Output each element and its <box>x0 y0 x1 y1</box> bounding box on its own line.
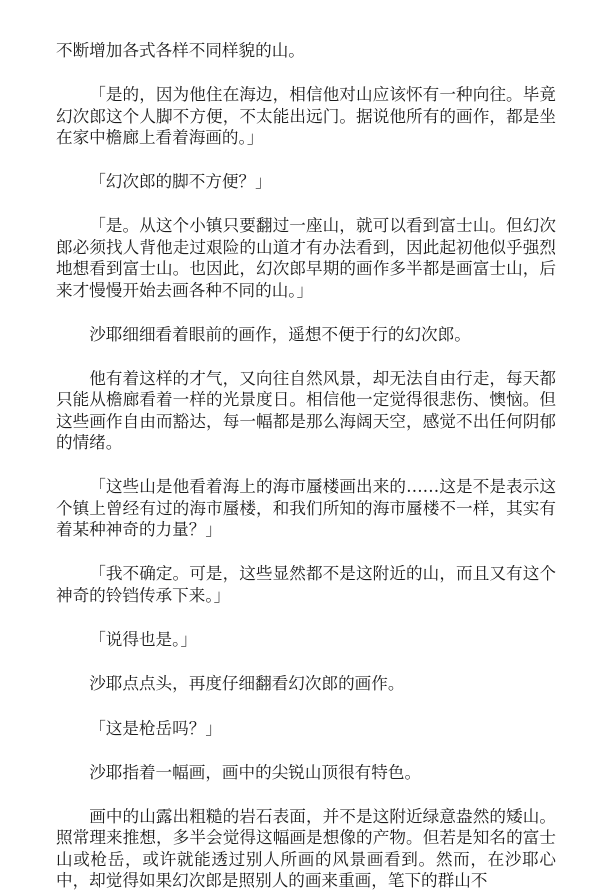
paragraph: 「我不确定。可是，这些显然都不是这附近的山，而且又有这个神奇的铃铛传承下来。」 <box>56 564 556 605</box>
paragraph: 「这些山是他看着海上的海市蜃楼画出来的……这是不是表示这个镇上曾经有过的海市蜃楼，和我们所知的海市蜃楼不一样，其实有着某种神奇的力量？」 <box>56 477 556 540</box>
paragraph: 「是的，因为他住在海边，相信他对山应该怀有一种向往。毕竟幻次郎这个人脚不方便，不太能出远门。据说他所有的画作，都是坐在家中檐廊上看着海画的。」 <box>56 85 556 148</box>
paragraph: 「说得也是。」 <box>89 630 198 650</box>
paragraph: 「是。从这个小镇只要翻过一座山，就可以看到富士山。但幻次郎必须找人背他走过艰险的山道才有办法看到，因此起初他似乎强烈地想看到富士山。也因此，幻次郎早期的画作多半都是画富士山，后来才慢慢开始去画各种不同的山。」 <box>56 216 556 300</box>
paragraph: 沙耶细细看着眼前的画作，遥想不便于行的幻次郎。 <box>89 324 471 344</box>
paragraph: 「这是枪岳吗？」 <box>89 718 222 738</box>
paragraph-continuation: 不断增加各式各样不同样貌的山。 <box>56 41 305 60</box>
paragraph: 他有着这样的才气，又向往自然风景，却无法自由行走，每天都只能从檐廊看着一样的光景度日。相信他一定觉得很悲伤、懊恼。但这些画作自由而豁达，每一幅都是那么海阔天空，感觉不出任何阴郁的情绪。 <box>56 369 556 453</box>
paragraph: 「幻次郎的脚不方便？」 <box>89 172 272 192</box>
paragraph: 画中的山露出粗糙的岩石表面，并不是这附近绿意盎然的矮山。照常理来推想，多半会觉得这幅画是想像的产物。但若是知名的富士山或枪岳，或许就能透过别人所画的风景画看到。然而，在沙耶心中，却觉得如果幻次郎是照别人的画来重画，笔下的群山不 <box>56 806 556 891</box>
paragraph: 沙耶点点头，再度仔细翻看幻次郎的画作。 <box>89 674 405 694</box>
paragraph: 沙耶指着一幅画，画中的尖锐山顶很有特色。 <box>89 762 422 782</box>
